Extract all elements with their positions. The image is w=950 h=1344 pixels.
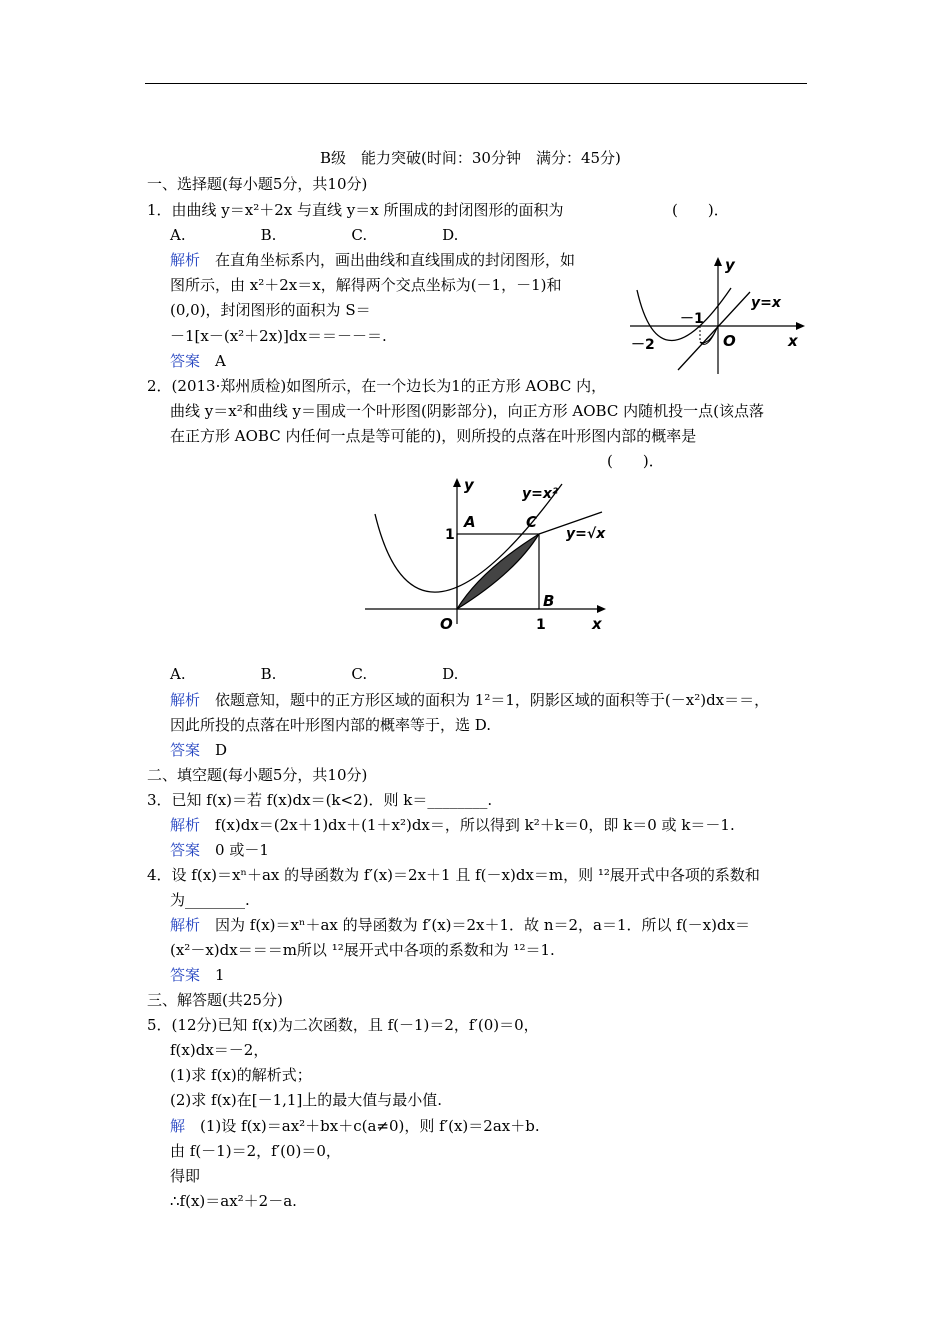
analysis-label: 解析: [170, 691, 201, 709]
top-rule: [145, 83, 807, 84]
fig1-line-label: y=x: [751, 295, 781, 311]
q1-options: A. B. C. D.: [170, 226, 459, 244]
fig2-one-y-label: 1: [445, 527, 455, 543]
figure-leaf-shape: [360, 472, 620, 637]
q5-part2: (2)求 f(x)在[－1,1]上的最大值与最小值.: [170, 1091, 443, 1109]
q4-answer: 答案 1: [170, 966, 225, 984]
section-heading-solve: 三、解答题(共25分): [147, 991, 283, 1009]
q2-answer: 答案 D: [170, 741, 228, 759]
x-arrow: [796, 322, 805, 330]
x-arrow: [597, 605, 606, 613]
fig2-one-x-label: 1: [536, 617, 546, 633]
q2-stem-line2: 曲线 y＝x²和曲线 y＝围成一个叶形图(阴影部分)，向正方形 AOBC 内随机投一点(该点落: [170, 402, 764, 420]
fig2-point-c: C: [526, 513, 538, 531]
q5-part1: (1)求 f(x)的解析式；: [170, 1066, 312, 1084]
answer-label: 答案: [170, 841, 201, 859]
q1-stem: 1．由曲线 y＝x²＋2x 与直线 y＝x 所围成的封闭图形的面积为: [147, 201, 564, 219]
fig1-minus-two-label: －2: [631, 337, 655, 353]
fig1-minus-one-label: －1: [680, 311, 704, 327]
q2-stem-line1: 2．(2013·郑州质检)如图所示，在一个边长为1的正方形 AOBC 内，: [147, 377, 607, 395]
q2-options: A. B. C. D.: [170, 665, 459, 683]
q5-solution-line1: 解 (1)设 f(x)＝ax²＋bx＋c(a≠0)，则 f′(x)＝2ax＋b.: [170, 1117, 540, 1135]
y-arrow: [714, 257, 722, 266]
q5-stem-line2: f(x)dx＝－2，: [170, 1041, 269, 1059]
q4-analysis-line2: (x²－x)dx＝＝＝m所以 ¹²展开式中各项的系数和为 ¹²＝1.: [170, 941, 555, 959]
q5-solution-line2: 由 f(－1)＝2，f′(0)＝0，: [170, 1142, 341, 1160]
section-heading-fill: 二、填空题(每小题5分，共10分): [147, 766, 368, 784]
q1-analysis-line3: (0,0)，封闭图形的面积为 S＝: [170, 301, 371, 319]
y-arrow: [453, 478, 461, 487]
q5-stem-line1: 5．(12分)已知 f(x)为二次函数，且 f(－1)＝2，f′(0)＝0，: [147, 1016, 539, 1034]
q1-analysis-line4: －1[x－(x²＋2x)]dx＝＝－－＝.: [170, 327, 387, 345]
solution-label: 解: [170, 1117, 186, 1135]
answer-label: 答案: [170, 352, 201, 370]
q2-analysis-line2: 因此所投的点落在叶形图内部的概率等于，选 D.: [170, 716, 492, 734]
q3-stem: 3．已知 f(x)＝若 f(x)dx＝(k<2)．则 k＝________.: [147, 791, 493, 809]
q5-solution-line4: ∴f(x)＝ax²＋2－a.: [170, 1192, 297, 1210]
q1-analysis-line1: 解析 在直角坐标系内，画出曲线和直线围成的封闭图形，如: [170, 251, 576, 269]
analysis-label: 解析: [170, 251, 201, 269]
fig2-curve1-label: y=x²: [522, 486, 559, 502]
page-title: B级 能力突破(时间：30分钟 满分：45分): [320, 149, 621, 167]
q2-stem-line3: 在正方形 AOBC 内任何一点是等可能的)，则所投的点落在叶形图内部的概率是: [170, 427, 697, 445]
fig2-curve2-label: y=√x: [566, 526, 606, 542]
leaf-region: [457, 534, 539, 609]
q4-stem-line2: 为________.: [170, 891, 250, 909]
section-heading-choice: 一、选择题(每小题5分，共10分): [147, 175, 368, 193]
q1-analysis-line2: 图所示，由 x²＋2x＝x，解得两个交点坐标为(－1，－1)和: [170, 276, 562, 294]
fig1-x-label: x: [788, 332, 798, 350]
fig1-y-label: y: [725, 256, 735, 274]
q2-blank: ( )．: [607, 452, 664, 470]
answer-label: 答案: [170, 741, 201, 759]
fig2-origin-label: O: [440, 615, 453, 633]
q3-analysis: 解析 f(x)dx＝(2x＋1)dx＋(1＋x²)dx＝，所以得到 k²＋k＝0，即 k＝0 或 k＝－1.: [170, 816, 735, 834]
q4-analysis-line1: 解析 因为 f(x)＝xⁿ＋ax 的导函数为 f′(x)＝2x＋1．故 n＝2，a＝1．所以 f(－x)dx＝: [170, 916, 751, 934]
figure-parabola-line: [625, 252, 810, 377]
q4-stem-line1: 4．设 f(x)＝xⁿ＋ax 的导函数为 f′(x)＝2x＋1 且 f(－x)dx＝m，则 ¹²展开式中各项的系数和: [147, 866, 760, 884]
fig2-point-b: B: [543, 592, 555, 610]
fig2-x-label: x: [592, 615, 602, 633]
line-y-eq-x: [678, 292, 750, 370]
q1-blank: ( )．: [672, 201, 729, 219]
analysis-label: 解析: [170, 916, 201, 934]
q1-answer: 答案 A: [170, 352, 226, 370]
fig2-y-label: y: [464, 476, 474, 494]
analysis-label: 解析: [170, 816, 201, 834]
q2-analysis-line1: 解析 依题意知，题中的正方形区域的面积为 1²＝1，阴影区域的面积等于(－x²)dx＝＝，: [170, 691, 770, 709]
fig1-origin-label: O: [723, 332, 736, 350]
answer-label: 答案: [170, 966, 201, 984]
q3-answer: 答案 0 或－1: [170, 841, 269, 859]
q5-solution-line3: 得即: [170, 1167, 201, 1185]
fig2-point-a: A: [464, 513, 476, 531]
